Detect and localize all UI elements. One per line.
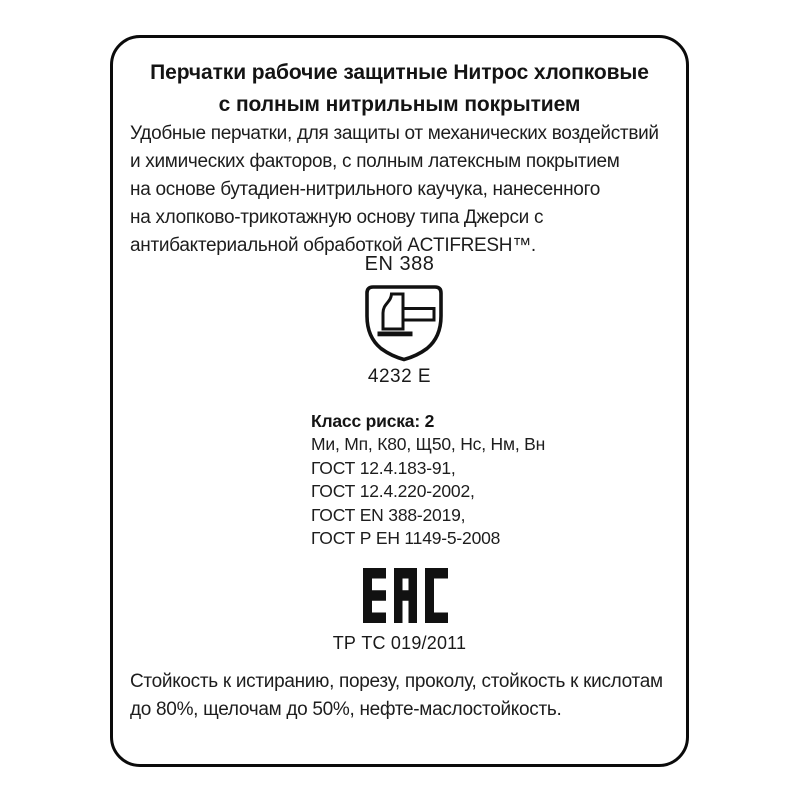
- description-line: на хлопково-трикотажную основу типа Джерси с: [130, 207, 544, 228]
- description-line: Удобные перчатки, для защиты от механических воздействий: [130, 123, 659, 144]
- en388-shield-icon: [365, 285, 443, 363]
- eac-mark-icon: [363, 568, 448, 623]
- gost-standard-line: ГОСТ EN 388-2019,: [311, 504, 466, 525]
- en388-performance-code: 4232 E: [367, 366, 432, 387]
- durability-note-line: до 80%, щелочам до 50%, нефте-маслостойкость.: [130, 699, 562, 720]
- gost-standard-line: ГОСТ Р ЕН 1149-5-2008: [311, 528, 501, 549]
- durability-note-line: Стойкость к истиранию, порезу, проколу, стойкость к кислотам: [130, 671, 663, 692]
- eac-regulation-label: ТР ТС 019/2011: [332, 633, 467, 653]
- risk-marking: Ми, Мп, К80, Щ50, Нс, Нм, Вн: [311, 434, 546, 455]
- product-description: [130, 120, 678, 260]
- durability-note: [130, 668, 678, 724]
- product-title-line-1: Перчатки рабочие защитные Нитрос хлопковые: [150, 61, 649, 84]
- description-line: и химических факторов, с полным латексным покрытием: [130, 151, 620, 172]
- product-label-card: [110, 35, 689, 767]
- risk-class-heading: Класс риска: 2: [311, 411, 435, 431]
- risk-class-block: [311, 410, 545, 550]
- description-line: антибактериальной обработкой ACTIFRESH™.: [130, 235, 536, 256]
- gost-standard-line: ГОСТ 12.4.183-91,: [311, 457, 456, 478]
- gost-standard-line: ГОСТ 12.4.220-2002,: [311, 481, 475, 502]
- product-title-line-2: с полным нитрильным покрытием: [218, 93, 581, 116]
- en388-standard-label: EN 388: [364, 253, 435, 275]
- description-line: на основе бутадиен-нитрильного каучука, нанесенного: [130, 179, 601, 200]
- product-title: [113, 57, 686, 121]
